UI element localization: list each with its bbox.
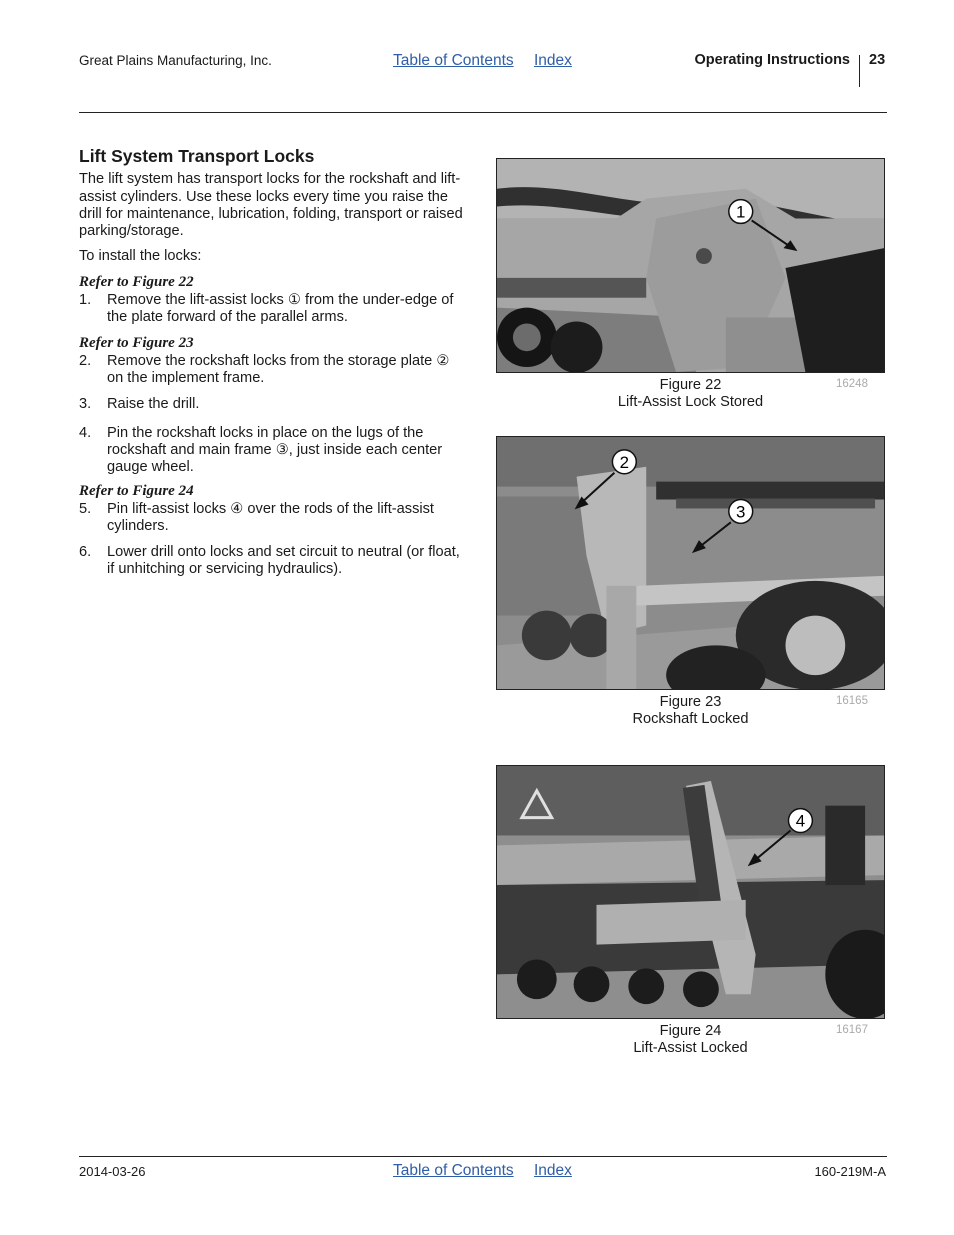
header-separator [859, 55, 860, 87]
instructions-column [79, 148, 469, 586]
step-number: 2. [79, 352, 92, 369]
figure-reference: Refer to Figure 24 [79, 482, 194, 499]
callout-4-label: 4 [795, 811, 806, 831]
step-item [79, 292, 469, 327]
step-item [79, 501, 469, 536]
step-number: 4. [79, 424, 92, 441]
page-number: 23 [869, 52, 886, 68]
figure-22-caption [496, 377, 885, 412]
callout-2-label: 2 [619, 452, 630, 472]
footer-index-link[interactable]: Index [534, 1162, 572, 1179]
figure-reference: Refer to Figure 23 [79, 334, 194, 351]
header-rule [79, 112, 887, 113]
step-number: 5. [79, 501, 92, 518]
company-name: Great Plains Manufacturing, Inc. [79, 53, 272, 68]
step-number: 6. [79, 543, 92, 560]
header-index-link[interactable]: Index [534, 52, 572, 69]
photo-id: 16167 [836, 1024, 868, 1036]
photo-id: 16165 [836, 695, 868, 707]
figure-reference: Refer to Figure 22 [79, 273, 194, 290]
step-number: 3. [79, 395, 92, 412]
figure-caption: Lift-Assist Locked [633, 1040, 748, 1057]
step-text: Lower drill onto locks and set circuit to neutral (or float, if unhitching or servicing hydraulics). [107, 543, 460, 577]
callout-3-label: 3 [736, 502, 746, 522]
section-heading: Lift System Transport Locks [79, 146, 315, 166]
step-text: Remove the rockshaft locks from the storage plate ② on the implement frame. [107, 352, 450, 387]
photo-id: 16248 [836, 378, 868, 390]
figure-23-photo [496, 436, 885, 690]
figure-24-photo [496, 765, 885, 1019]
footer-date: 2014-03-26 [79, 1164, 146, 1179]
figure-label: Figure 24 [659, 1023, 722, 1039]
step-text: Remove the lift-assist locks ① from the under-edge of the plate forward of the parallel arms. [107, 292, 454, 326]
figure-label: Figure 23 [659, 694, 722, 710]
footer-rule [79, 1156, 887, 1157]
figure-24-caption [496, 1023, 885, 1058]
figure-22-photo [496, 158, 885, 373]
step-text: Raise the drill. [107, 395, 200, 412]
step-item [79, 544, 469, 579]
figure-caption: Rockshaft Locked [632, 711, 749, 728]
document-number: 160-219M-A [814, 1164, 886, 1179]
figure-23-caption [496, 694, 885, 729]
install-intro: To install the locks: [79, 248, 202, 265]
figure-caption: Lift-Assist Lock Stored [617, 394, 764, 411]
step-item [79, 353, 469, 388]
step-number: 1. [79, 292, 92, 309]
figure-label: Figure 22 [659, 377, 722, 393]
intro-paragraph: The lift system has transport locks for the rockshaft and lift-assist cylinders. Use these locks every time you raise the drill for maintenance, lubrication, folding, transport or raised parking/storage. [79, 171, 463, 240]
header-toc-link[interactable]: Table of Contents [393, 52, 514, 69]
step-text: Pin the rockshaft locks in place on the lugs of the rockshaft and main frame ③, just inside each center gauge wheel. [107, 424, 443, 476]
section-title: Operating Instructions [694, 52, 850, 68]
step-item [79, 425, 469, 477]
step-item [79, 396, 469, 413]
footer-toc-link[interactable]: Table of Contents [393, 1162, 514, 1179]
step-text: Pin lift-assist locks ④ over the rods of the lift-assist cylinders. [107, 501, 434, 535]
callout-1-label: 1 [736, 202, 746, 222]
